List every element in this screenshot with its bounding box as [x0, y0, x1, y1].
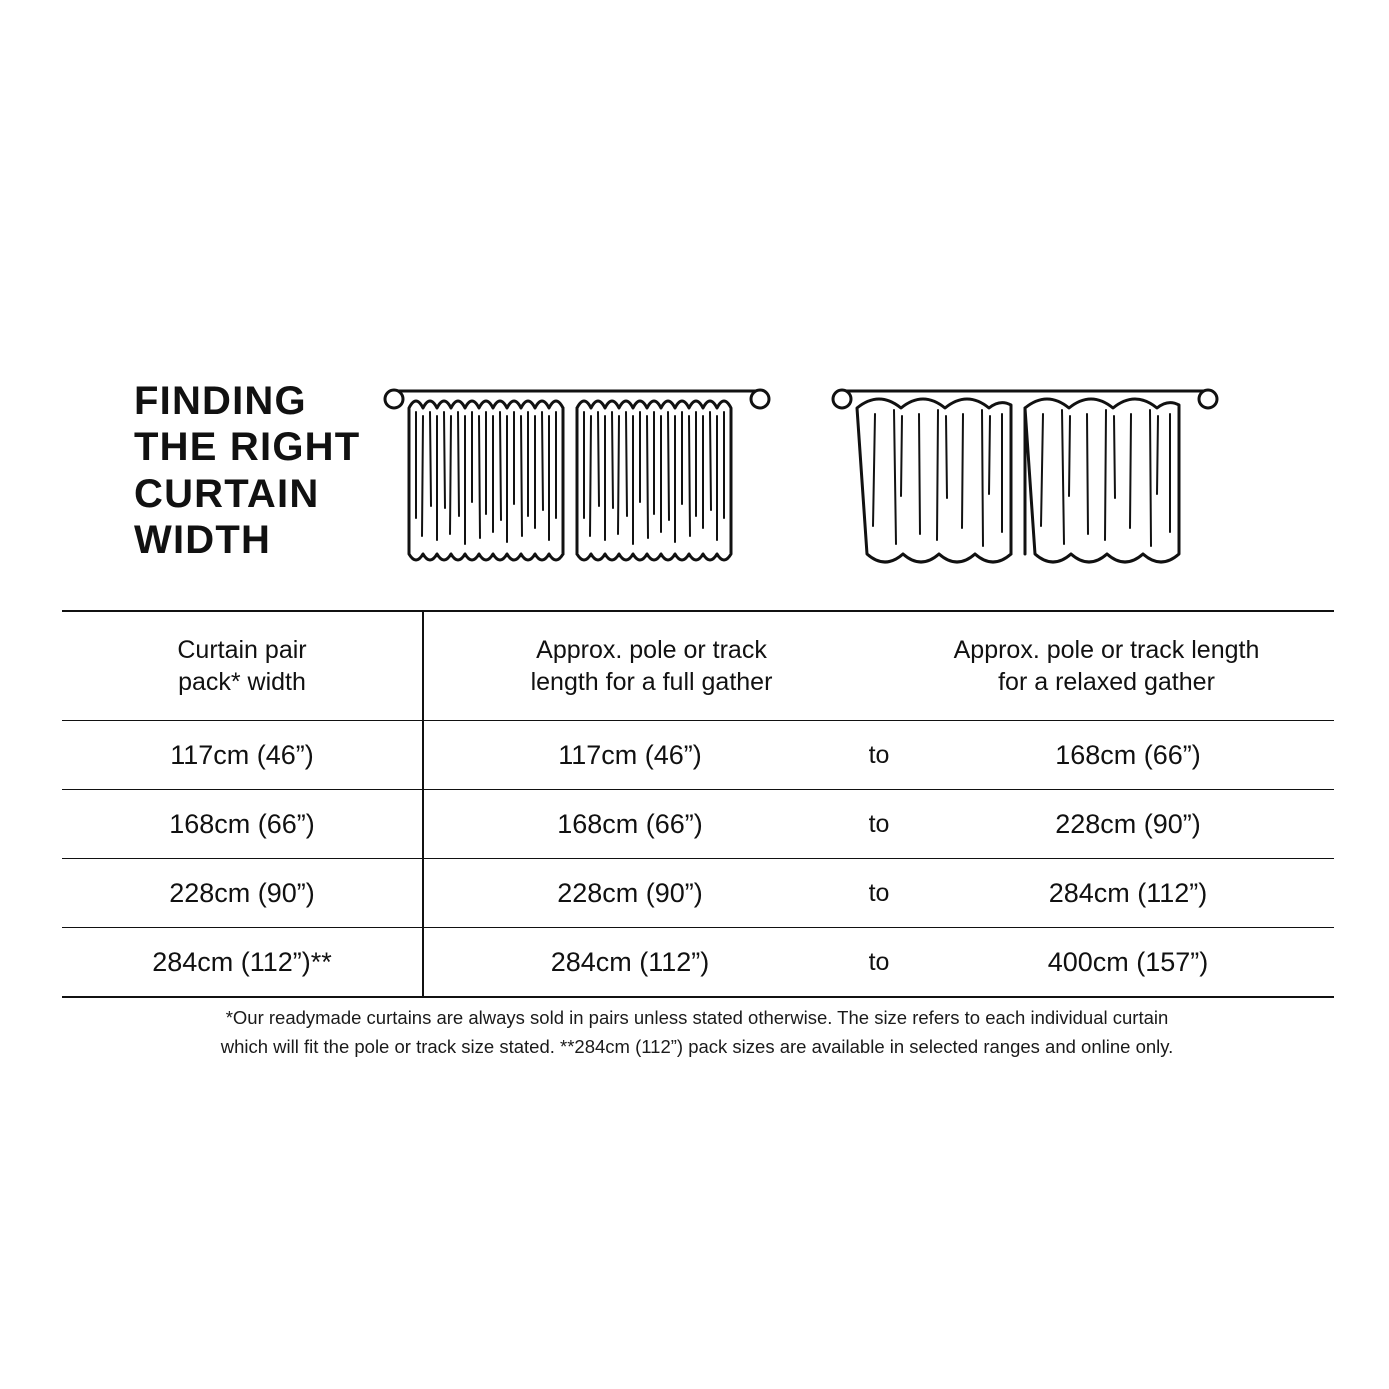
relaxed-gather-curtain-illustration	[830, 368, 1220, 583]
footnote-line-1: *Our readymade curtains are always sold in pairs unless stated otherwise. The size refers to each individual curtain	[225, 1007, 1169, 1028]
footnote	[62, 1004, 1332, 1061]
cell-pack-width: 284cm (112”)**	[62, 928, 423, 998]
cell-relaxed-gather: 228cm (90”)	[1055, 808, 1201, 839]
table-row	[62, 790, 1334, 859]
cell-full-gather: 117cm (46”)	[558, 739, 702, 770]
page-title-line-1: FINDING	[134, 379, 307, 423]
cell-relaxed-gather: 284cm (112”)	[1048, 877, 1208, 908]
page-title	[62, 378, 382, 564]
cell-range	[423, 859, 1334, 928]
cell-connector: to	[868, 740, 890, 769]
header-pack-width	[62, 611, 423, 721]
illustrations	[382, 360, 1332, 583]
cell-pack-width: 168cm (66”)	[62, 790, 423, 859]
header-full-gather-line-1: Approx. pole or track	[536, 636, 767, 664]
cell-relaxed-gather: 400cm (157”)	[1047, 946, 1209, 977]
cell-full-gather: 168cm (66”)	[557, 808, 703, 839]
header-pack-width-line-1: Curtain pair	[177, 636, 307, 664]
cell-range	[423, 928, 1334, 998]
cell-full-gather: 284cm (112”)	[550, 946, 710, 977]
table-row	[62, 721, 1334, 790]
cell-relaxed-gather: 168cm (66”)	[1055, 739, 1201, 770]
page-title-line-2: THE RIGHT	[134, 425, 361, 470]
header-relaxed-gather-line-2: for a relaxed gather	[998, 668, 1215, 696]
table-row	[62, 928, 1334, 998]
cell-connector: to	[868, 809, 890, 838]
header-section	[62, 360, 1332, 610]
curtain-width-table	[62, 610, 1334, 998]
cell-range	[423, 721, 1334, 790]
cell-range	[423, 790, 1334, 859]
header-relaxed-gather-line-1: Approx. pole or track length	[953, 636, 1260, 664]
page-title-line-4: WIDTH	[134, 518, 272, 563]
table-header-row	[62, 611, 1334, 721]
cell-pack-width: 117cm (46”)	[62, 721, 423, 790]
cell-connector: to	[868, 878, 890, 907]
header-full-gather-line-2: length for a full gather	[530, 668, 773, 696]
cell-connector: to	[868, 947, 890, 976]
header-full-gather	[423, 611, 879, 721]
header-pack-width-line-2: pack* width	[178, 668, 306, 696]
table-row	[62, 859, 1334, 928]
full-gather-curtain-illustration	[382, 368, 772, 583]
footnote-line-2: which will fit the pole or track size stated. **284cm (112”) pack sizes are available in selected ranges and online only.	[220, 1035, 1174, 1057]
cell-pack-width: 228cm (90”)	[62, 859, 423, 928]
header-relaxed-gather	[879, 611, 1334, 721]
page-title-line-3: CURTAIN	[134, 471, 320, 516]
cell-full-gather: 228cm (90”)	[557, 877, 703, 908]
